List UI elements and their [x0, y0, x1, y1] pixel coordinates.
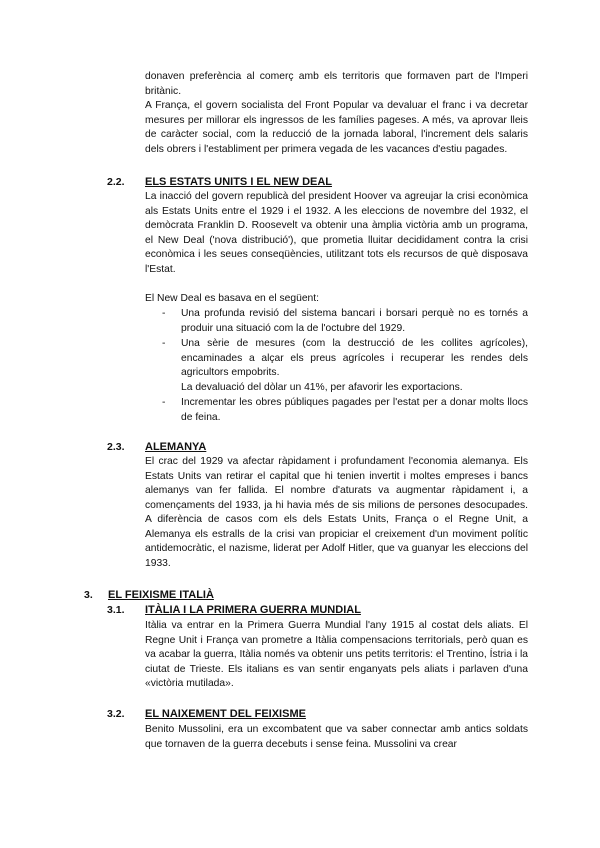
- section-3-1-number: 3.1.: [107, 604, 125, 616]
- intro-paragraph-1: donaven preferència al comerç amb els territoris que formaven part de l'Imperi britànic.: [145, 71, 528, 97]
- section-2-3-title: ALEMANYA: [145, 441, 207, 453]
- list-dash: -: [162, 338, 166, 349]
- list-item-subline: La devaluació del dòlar un 41%, per afavorir les exportacions.: [181, 382, 463, 393]
- section-3-title: EL FEIXISME ITALIÀ: [108, 589, 214, 601]
- list-dash: -: [162, 308, 166, 319]
- section-2-3-number: 2.3.: [107, 441, 125, 453]
- list-dash: -: [162, 397, 166, 408]
- intro-paragraph-2: A França, el govern socialista del Front Popular va devaluar el franc i va decretar mesures per millorar els ingressos de les famílies pageses. A més, va aprovar lleis de caràcter social, com la reducció de la jornada laboral, l'increment dels salaris dels obrers i l'establiment per primera vegada de les vacances d'estiu pagades.: [145, 100, 528, 155]
- section-2-2-paragraph-1: La inacció del govern republicà del president Hoover va agreujar la crisi econòmica als Estats Units entre el 1929 i el 1932. A les eleccions de novembre del 1932, el demòcrata Franklin D. Roosevelt va obtenir una àmplia victòria amb un programa, el New Deal ('nova distribució'), que prometia lluitar decididament contra la crisi econòmica i les seues conseqüències, utilitzant tots els recursos de què disposava l'Estat.: [145, 191, 528, 275]
- section-3-2-title: EL NAIXEMENT DEL FEIXISME: [145, 708, 306, 720]
- list-item: [162, 337, 528, 381]
- list-item-text: Incrementar les obres públiques pagades per l'estat per a donar molts llocs de feina.: [181, 397, 528, 423]
- list-item-text: Una sèrie de mesures (com la destrucció de les collites agrícoles), encaminades a alçar els preus agrícoles i recuperar les rendes dels agricultors empobrits.: [181, 338, 528, 378]
- list-item: [162, 307, 528, 336]
- section-3-2-paragraph: Benito Mussolini, era un excombatent que va saber connectar amb antics soldats que tornaven de la guerra decebuts i sense feina. Mussolini va crear: [145, 724, 528, 750]
- section-3-1-title: ITÀLIA I LA PRIMERA GUERRA MUNDIAL: [145, 604, 361, 616]
- section-2-2-title: ELS ESTATS UNITS I EL NEW DEAL: [145, 176, 333, 188]
- section-2-3-paragraph: El crac del 1929 va afectar ràpidament i profundament l'economia alemanya. Els Estats Units van retirar el capital que hi tenien invertit i moltes empreses i bancs alemanys van fer fallida. El nombre d'aturats va augmentar ràpidament i, a començaments del 1933, ja hi havia més de sis milions de persones desocupades. A diferència de casos com els dels Estats Units, França o el Regne Unit, a Alemanya els estralls de la crisi van propiciar el creixement d'un moviment polític antidemocràtic, el nazisme, liderat per Adolf Hitler, que va guanyar les eleccions del 1933.: [145, 456, 528, 569]
- section-2-2-paragraph-2: El New Deal es basava en el següent:: [145, 293, 320, 304]
- section-2-2-number: 2.2.: [107, 176, 125, 188]
- section-3-1-paragraph: Itàlia va entrar en la Primera Guerra Mundial l'any 1915 al costat dels aliats. El Regne Unit i França van prometre a Itàlia compensacions territorials, però quan es va acabar la guerra, Itàlia només va obtenir uns petits territoris: el Trentino, Ístria i la ciutat de Trieste. Els italians es van sentir enganyats pels aliats i parlaven d'una «victòria mutilada».: [145, 620, 528, 689]
- section-3-number: 3.: [84, 589, 93, 601]
- list-item: [162, 396, 528, 425]
- list-item-text: Una profunda revisió del sistema bancari i borsari perquè no es tornés a produir una situació com la de l'octubre del 1929.: [181, 308, 528, 334]
- section-3-2-number: 3.2.: [107, 708, 125, 720]
